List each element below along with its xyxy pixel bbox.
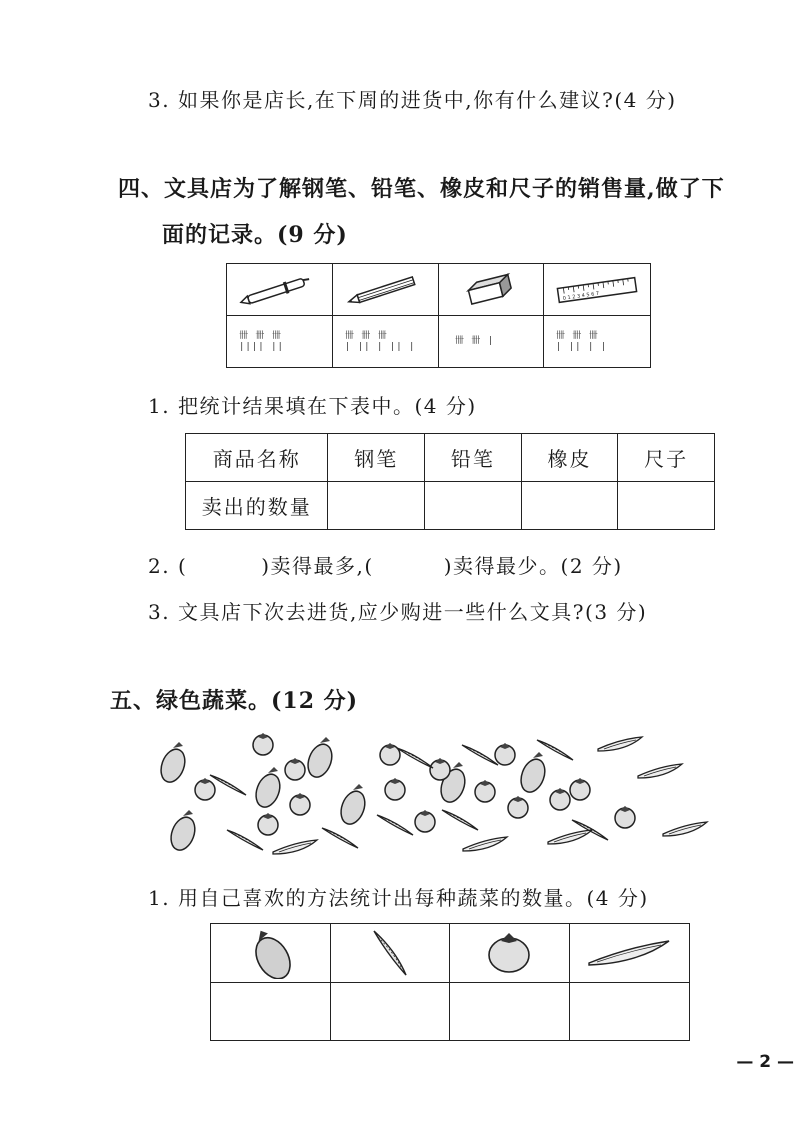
answer-cell-pen[interactable]: [328, 482, 425, 530]
tally-eraser: [438, 316, 543, 368]
tomato-icon: [285, 758, 305, 780]
veg-header-bean: [330, 924, 450, 983]
pea-pod-icon: [663, 822, 707, 836]
tomato-icon: [258, 813, 278, 835]
veg-header-pea-pod: [569, 924, 689, 983]
pea-pod-icon: [463, 837, 507, 851]
q2-part2: )卖得最多,(: [261, 554, 374, 578]
header-product-name: 商品名称: [186, 434, 328, 482]
ruler-icon: [554, 275, 640, 305]
section-5-title: 五、绿色蔬菜。(12 分): [110, 688, 359, 714]
tomato-icon: [479, 927, 539, 979]
tomato-icon: [550, 788, 570, 810]
tomato-icon: [615, 806, 635, 828]
bean-icon: [462, 745, 498, 765]
record-cell-pen: [227, 264, 333, 316]
header-pencil: 铅笔: [425, 434, 522, 482]
bean-icon: [397, 748, 433, 768]
fill-in-table: [185, 433, 715, 530]
tomato-icon: [508, 796, 528, 818]
pen-icon: [239, 275, 319, 305]
tally-pen: [227, 316, 333, 368]
bean-icon: [442, 810, 478, 830]
tally-ruler-marks: 卌 卌 卌 | || | |: [555, 330, 608, 352]
tomato-icon: [195, 778, 215, 800]
vegetables-scatter: [150, 730, 720, 865]
bean-icon: [377, 815, 413, 835]
eggplant-icon: [252, 767, 284, 810]
question-3-previous: 3. 如果你是店长,在下周的进货中,你有什么建议?(4 分): [148, 88, 677, 112]
ruler-digits: 0 1 2 3 4 5 6 7: [562, 290, 600, 302]
answer-cell-eraser[interactable]: [521, 482, 618, 530]
header-ruler: 尺子: [618, 434, 715, 482]
bean-icon: [322, 828, 358, 848]
eggplant-icon: [517, 752, 549, 795]
eraser-icon: [461, 273, 521, 307]
record-cell-pencil: [332, 264, 438, 316]
header-eraser: 橡皮: [521, 434, 618, 482]
pea-pod-icon: [638, 764, 682, 778]
tomato-icon: [385, 778, 405, 800]
tomato-icon: [253, 733, 273, 755]
tally-ruler: [543, 316, 650, 368]
veg-count-pea-pod[interactable]: [569, 982, 689, 1041]
pea-pod-icon: [584, 927, 674, 979]
section-4-question-2: [148, 550, 623, 579]
page-number: — 2 —: [736, 1052, 794, 1072]
sales-record-table: [226, 263, 651, 368]
section-4-question-3: 3. 文具店下次去进货,应少购进一些什么文具?(3 分): [148, 600, 648, 624]
pencil-icon: [345, 275, 425, 305]
tomato-icon: [495, 743, 515, 765]
tally-pencil-marks: 卌 卌 卌 | || | || |: [344, 330, 416, 352]
tomato-icon: [475, 780, 495, 802]
tomato-icon: [430, 758, 450, 780]
section-4-title-line2: 面的记录。(9 分): [162, 222, 348, 248]
answer-cell-pencil[interactable]: [425, 482, 522, 530]
eggplant-icon: [167, 810, 199, 853]
eggplant-icon: [240, 927, 300, 979]
tomato-icon: [290, 793, 310, 815]
q2-part1: 2. (: [148, 554, 188, 578]
record-cell-ruler: [543, 264, 650, 316]
row-label-sold-count: 卖出的数量: [186, 482, 328, 530]
section-5-question-1: 1. 用自己喜欢的方法统计出每种蔬菜的数量。(4 分): [148, 886, 649, 910]
veg-header-tomato: [450, 924, 570, 983]
header-pen: 钢笔: [328, 434, 425, 482]
veg-header-eggplant: [211, 924, 331, 983]
eggplant-icon: [304, 737, 336, 780]
eggplant-icon: [157, 742, 189, 785]
section-4-title-line1: 四、文具店为了解钢笔、铅笔、橡皮和尺子的销售量,做了下: [118, 176, 725, 202]
tally-pen-marks: 卌 卌 卌 |||| ||: [239, 330, 284, 352]
record-cell-eraser: [438, 264, 543, 316]
bean-icon: [360, 927, 420, 979]
section-4-question-1: 1. 把统计结果填在下表中。(4 分): [148, 394, 477, 418]
answer-cell-ruler[interactable]: [618, 482, 715, 530]
tally-pencil: [332, 316, 438, 368]
q2-part3: )卖得最少。(2 分): [443, 554, 623, 578]
bean-icon: [537, 740, 573, 760]
veg-count-tomato[interactable]: [450, 982, 570, 1041]
tally-eraser-marks: 卌 卌 |: [454, 336, 495, 346]
veg-count-eggplant[interactable]: [211, 982, 331, 1041]
vegetable-count-table: [210, 923, 690, 1041]
pea-pod-icon: [548, 830, 592, 844]
pea-pod-icon: [273, 840, 317, 854]
veg-count-bean[interactable]: [330, 982, 450, 1041]
tomato-icon: [570, 778, 590, 800]
pea-pod-icon: [598, 737, 642, 751]
eggplant-icon: [337, 784, 369, 827]
tomato-icon: [380, 743, 400, 765]
bean-icon: [227, 830, 263, 850]
tomato-icon: [415, 810, 435, 832]
